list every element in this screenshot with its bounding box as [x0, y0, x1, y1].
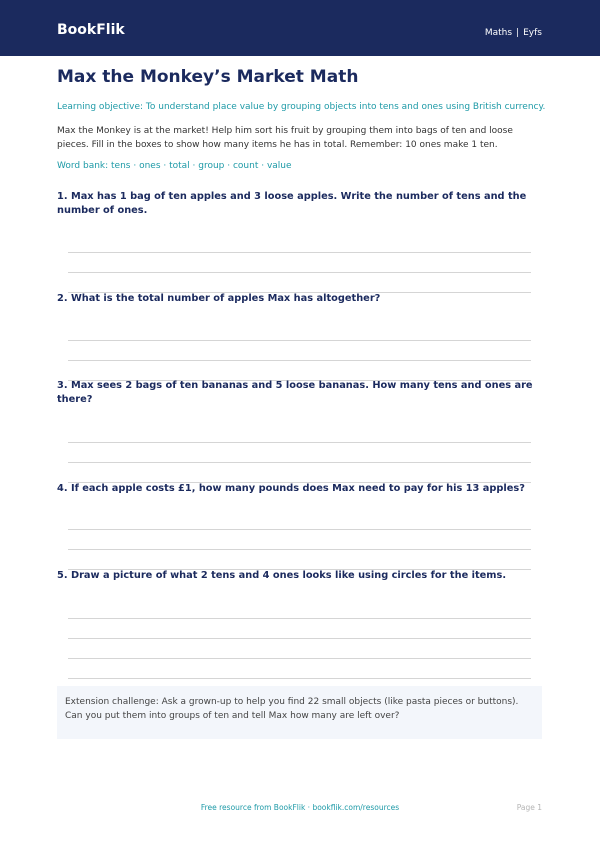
brand-logo[interactable]: BookFlik [57, 22, 125, 38]
word-bank: Word bank: tens · ones · total · group · count · value [57, 161, 292, 171]
drawing-line[interactable] [68, 678, 531, 679]
question-1: 1. Max has 1 bag of ten apples and 3 loose apples. Write the number of tens and the number of ones. [57, 191, 527, 216]
drawing-line[interactable] [68, 618, 531, 619]
answer-line[interactable] [68, 252, 531, 253]
answer-line[interactable] [68, 462, 531, 463]
question-3: 3. Max sees 2 bags of ten bananas and 5 loose bananas. How many tens and ones are there? [57, 380, 533, 405]
question-4: 4. If each apple costs £1, how many pounds does Max need to pay for his 13 apples? [57, 483, 525, 494]
extension-text: Extension challenge: Ask a grown-up to help you find 22 small objects (like pasta pieces or buttons). Can you put them into groups of ten and tell Max how many are left over? [65, 697, 519, 721]
level-label: Eyfs [523, 28, 542, 38]
subject-label: Maths [484, 28, 513, 38]
intro-text: Max the Monkey is at the market! Help him sort his fruit by grouping them into bags of ten and loose pieces. Fill in the boxes to show how many items he has in total. Remember: 10 ones make 1 ten. [57, 126, 513, 150]
drawing-line[interactable] [68, 638, 531, 639]
answer-line[interactable] [68, 360, 531, 361]
answer-line[interactable] [68, 529, 531, 530]
header-bar [0, 0, 600, 56]
answer-line[interactable] [68, 549, 531, 550]
answer-line[interactable] [68, 340, 531, 341]
question-5: 5. Draw a picture of what 2 tens and 4 ones looks like using circles for the items. [57, 570, 507, 581]
breadcrumb-separator: | [516, 28, 520, 38]
drawing-line[interactable] [68, 658, 531, 659]
worksheet-title: Max the Monkey’s Market Math [57, 67, 359, 87]
answer-line[interactable] [68, 442, 531, 443]
subject-breadcrumb [485, 27, 542, 39]
question-2: 2. What is the total number of apples Max has altogether? [57, 293, 381, 304]
page-number: Page 1 [516, 803, 542, 812]
answer-line[interactable] [68, 272, 531, 273]
extension-challenge [57, 686, 542, 739]
footer-link[interactable]: Free resource from BookFlik · bookflik.com/resources [200, 803, 400, 812]
learning-objective: Learning objective: To understand place value by grouping objects into tens and ones using British currency. [57, 102, 546, 112]
